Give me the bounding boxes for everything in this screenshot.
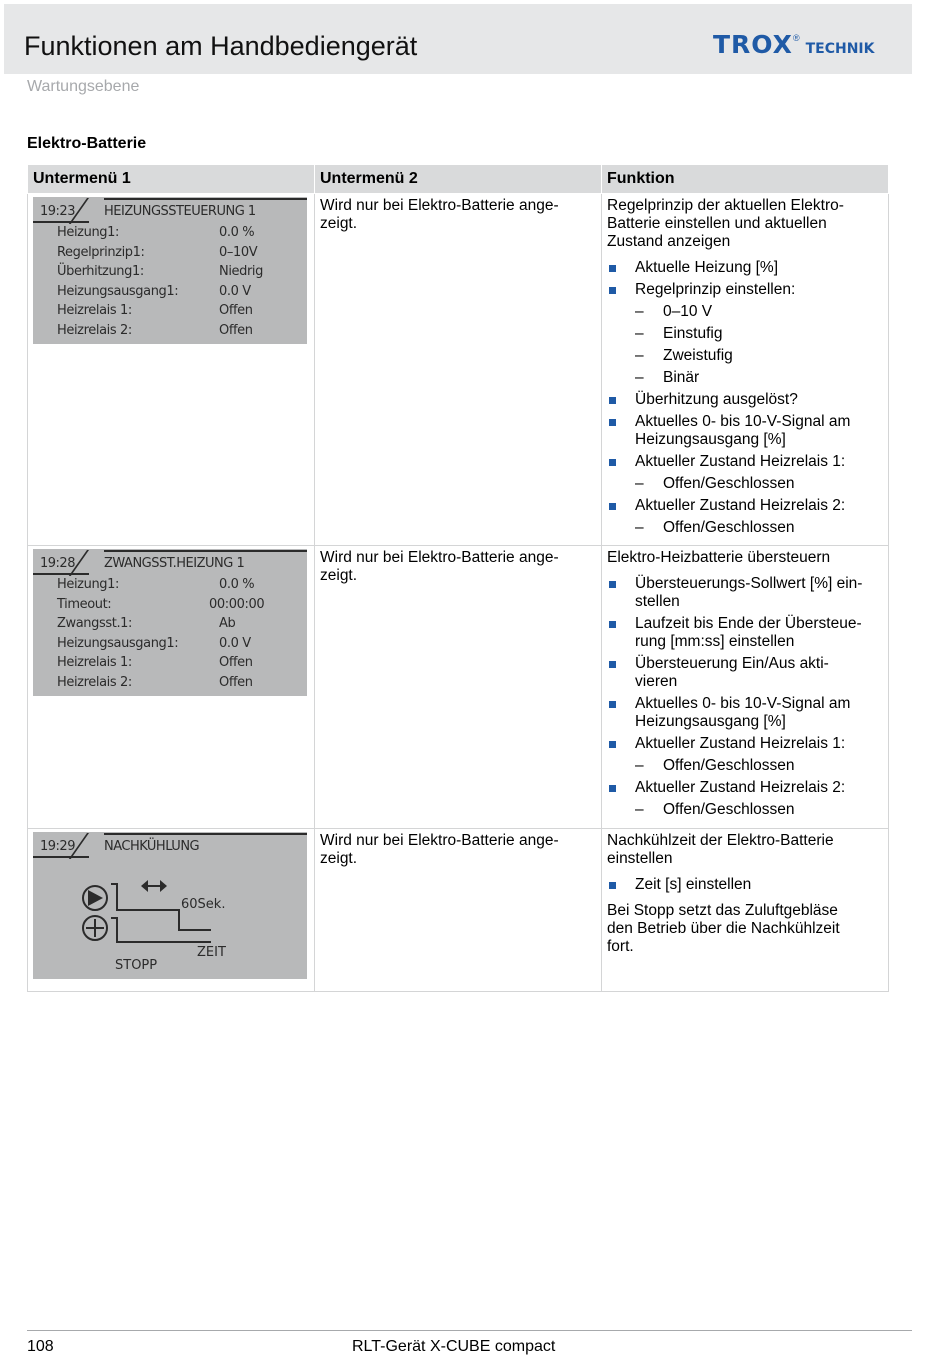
column-header: Funktion — [602, 165, 889, 194]
function-table — [27, 164, 889, 992]
display-key: Regelprinzip1: — [57, 244, 145, 260]
function-intro: Elektro-Heizbatterie übersteuern — [607, 549, 831, 566]
table-cell-submenu: Wird nur bei Elektro-Batterie ange- zeigt. — [315, 829, 602, 992]
display-title: ZWANGSST.HEIZUNG 1 — [104, 556, 245, 571]
sub-list-item: – Offen/Geschlossen — [635, 475, 883, 493]
list-item-text: Zeit [s] einstellen — [635, 876, 752, 893]
list-item — [607, 281, 883, 387]
display-key: Zwangsst.1: — [57, 616, 133, 631]
list-item-text: Laufzeit bis Ende der Übersteue- rung [mm:ss] einstellen — [635, 615, 862, 650]
display-line — [33, 282, 307, 302]
display-line — [33, 595, 307, 615]
list-item — [607, 615, 883, 651]
display-line — [33, 634, 307, 654]
display-line — [33, 653, 307, 673]
list-item-text: Aktueller Zustand Heizrelais 1: — [635, 453, 846, 470]
label-stop: STOPP — [115, 958, 158, 973]
list-item-text: Übersteuerungs-Sollwert [%] ein- stellen — [635, 575, 863, 610]
column-header: Untermenü 1 — [28, 165, 315, 194]
double-arrow-icon — [141, 880, 167, 892]
display-line — [33, 575, 307, 595]
display-value: Offen — [219, 322, 253, 338]
list-item — [607, 259, 883, 277]
table-cell-function — [602, 546, 889, 829]
display-key: Heizungsausgang1: — [57, 283, 179, 299]
display-value: Ab — [219, 616, 236, 631]
function-intro: Regelprinzip der aktuellen Elektro- Batterie einstellen und aktuellen Zustand anzeigen — [607, 197, 844, 250]
sub-list — [635, 801, 883, 819]
list-item — [607, 779, 883, 819]
function-list — [607, 876, 883, 894]
sub-list — [635, 475, 883, 493]
footer-divider — [27, 1330, 912, 1331]
list-item-text: Aktuelle Heizung [%] — [635, 259, 779, 276]
document-name: RLT-Gerät X-CUBE compact — [352, 1338, 556, 1355]
display-value: 0.0 % — [219, 577, 255, 592]
table-cell-screen — [28, 829, 315, 992]
page-subtitle: Wartungsebene — [27, 78, 140, 95]
label-seconds: 60Sek. — [181, 897, 226, 912]
display-key: Überhitzung1: — [57, 264, 144, 279]
list-item-text: Regelprinzip einstellen: — [635, 281, 796, 298]
display-value: Niedrig — [219, 264, 263, 279]
display-key: Heizrelais 2: — [57, 322, 132, 338]
function-list — [607, 259, 883, 537]
display-value: 0.0 % — [219, 225, 255, 240]
display-line — [33, 321, 307, 341]
display-value: 0.0 V — [219, 635, 251, 651]
heater-plus-icon — [83, 916, 107, 940]
display-value: 0.0 V — [219, 283, 251, 299]
list-item-text: Aktuelles 0- bis 10-V-Signal am Heizungsausgang [%] — [635, 413, 851, 448]
display-line — [33, 614, 307, 634]
section-title: Elektro-Batterie — [27, 135, 147, 152]
list-item-text: Aktueller Zustand Heizrelais 2: — [635, 779, 846, 796]
table-cell-submenu: Wird nur bei Elektro-Batterie ange- zeigt. — [315, 194, 602, 546]
display-key: Timeout: — [57, 596, 112, 612]
display-line — [33, 262, 307, 282]
sub-list-item: – 0–10 V — [635, 303, 883, 321]
function-intro: Nachkühlzeit der Elektro-Batterie einstellen — [607, 832, 834, 867]
list-item — [607, 391, 883, 409]
sub-list-item: – Offen/Geschlossen — [635, 801, 883, 819]
logo-main: TROX — [713, 30, 793, 59]
sub-list-item: – Offen/Geschlossen — [635, 757, 883, 775]
display-time: 19:28 — [40, 556, 75, 571]
display-header — [33, 549, 307, 575]
logo-sub: TECHNIK — [805, 41, 875, 57]
display-line — [33, 223, 307, 243]
table-cell-function — [602, 829, 889, 992]
display-title: NACHKÜHLUNG — [104, 839, 200, 854]
column-header: Untermenü 2 — [315, 165, 602, 194]
list-item — [607, 575, 883, 611]
table-cell-screen — [28, 194, 315, 546]
display-value: Offen — [219, 674, 253, 690]
page-title: Funktionen am Handbediengerät — [24, 31, 418, 61]
sub-list-item: – Einstufig — [635, 325, 883, 343]
list-item — [607, 413, 883, 449]
table-row — [28, 194, 889, 546]
sub-list-item: – Zweistufig — [635, 347, 883, 365]
table-header-row — [28, 165, 889, 194]
sub-list — [635, 757, 883, 775]
function-list — [607, 575, 883, 819]
list-item — [607, 655, 883, 691]
sub-list-item: – Offen/Geschlossen — [635, 519, 883, 537]
sub-list — [635, 303, 883, 387]
page-number: 108 — [27, 1338, 54, 1355]
list-item-text: Übersteuerung Ein/Aus akti- vieren — [635, 655, 829, 690]
display-line — [33, 301, 307, 321]
display-line — [33, 243, 307, 263]
display-value: 00:00:00 — [209, 596, 265, 612]
trox-logo — [713, 30, 874, 60]
display-title: HEIZUNGSSTEUERUNG 1 — [104, 204, 256, 219]
list-item — [607, 695, 883, 731]
table-row — [28, 546, 889, 829]
list-item-text: Überhitzung ausgelöst? — [635, 391, 798, 408]
display-key: Heizrelais 1: — [57, 655, 132, 670]
list-item-text: Aktueller Zustand Heizrelais 1: — [635, 735, 846, 752]
list-item-text: Aktuelles 0- bis 10-V-Signal am Heizungsausgang [%] — [635, 695, 851, 730]
display-key: Heizrelais 2: — [57, 674, 132, 690]
display-screen-heizungssteuerung — [33, 197, 307, 344]
list-item — [607, 876, 883, 894]
display-header — [33, 197, 307, 223]
display-line — [33, 673, 307, 693]
fan-icon — [83, 886, 107, 910]
display-key: Heizung1: — [57, 577, 119, 592]
table-cell-submenu: Wird nur bei Elektro-Batterie ange- zeigt. — [315, 546, 602, 829]
table-cell-function — [602, 194, 889, 546]
function-outro: Bei Stopp setzt das Zuluftgebläse den Betrieb über die Nachkühlzeit fort. — [607, 902, 840, 955]
list-item — [607, 735, 883, 775]
post-cooling-diagram — [33, 858, 307, 979]
list-item — [607, 453, 883, 493]
display-screen-nachkuehlung — [33, 832, 307, 979]
table-cell-screen — [28, 546, 315, 829]
display-time: 19:23 — [40, 204, 75, 219]
logo-registered-mark: ® — [792, 33, 800, 43]
display-header — [33, 832, 307, 858]
display-key: Heizungsausgang1: — [57, 635, 179, 651]
list-item-text: Aktueller Zustand Heizrelais 2: — [635, 497, 846, 514]
display-value: 0–10V — [219, 244, 258, 260]
display-key: Heizrelais 1: — [57, 303, 132, 318]
label-time: ZEIT — [197, 945, 226, 960]
display-value: Offen — [219, 303, 253, 318]
display-time: 19:29 — [40, 839, 75, 854]
list-item — [607, 497, 883, 537]
table-row — [28, 829, 889, 992]
sub-list — [635, 519, 883, 537]
display-screen-zwangssteuerung — [33, 549, 307, 696]
display-key: Heizung1: — [57, 225, 119, 240]
display-value: Offen — [219, 655, 253, 670]
sub-list-item: – Binär — [635, 369, 883, 387]
